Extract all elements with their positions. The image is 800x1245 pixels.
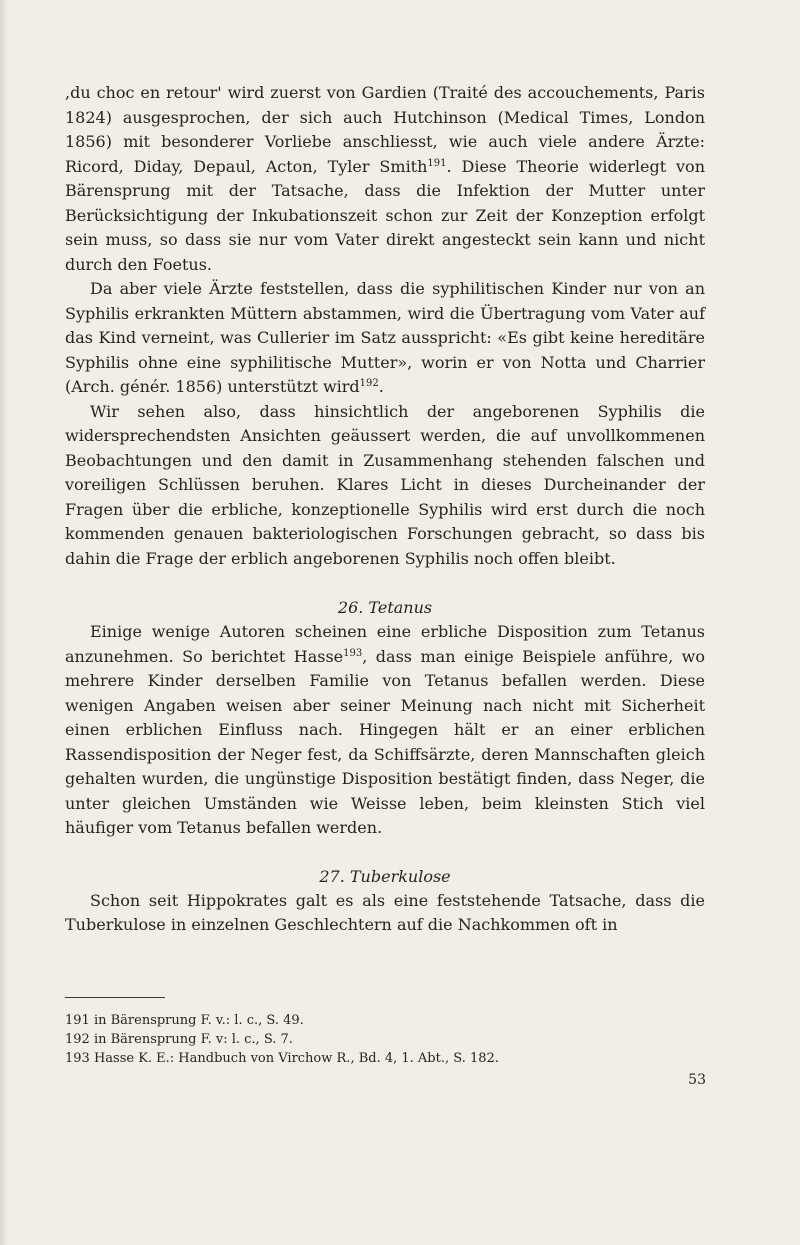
footnote-ref-191: 191 — [427, 157, 447, 169]
paragraph-1-text: ,du choc en retour' wird zuerst von Gardien (Traité des accouchements, Paris 1824) ausgesprochen, der sich auch Hutchinson (Medical Times, London 1856) mit besonderer Vorliebe anschliesst, wie auch viele andere Ärzte: Ricord, Diday, Depaul, Acton, Tyler Smith — [65, 83, 705, 176]
footnote-divider — [65, 997, 165, 998]
footnote-ref-193: 193 — [343, 647, 363, 659]
paragraph-4 — [65, 620, 705, 841]
paragraph-1 — [65, 81, 705, 277]
paragraph-2-tail: . — [378, 377, 384, 396]
paragraph-3: Wir sehen also, dass hinsichtlich der angeborenen Syphilis die widersprechendsten Ansichten geäussert werden, die auf unvollkommenen Beobachtungen und den damit in Zusammenhang stehenden falschen und voreiligen Schlüssen beruhen. Klares Licht in dieses Durcheinander der Fragen über die erbliche, konzeptionelle Syphilis wird erst durch die noch kommenden genauen bakteriologischen Forschungen gebracht, so dass bis dahin die Frage der erblich angeborenen Syphilis noch offen bleibt. — [65, 401, 705, 568]
section-heading-tuberkulose: 27. Tuberkulose — [319, 866, 451, 886]
page-number: 53 — [688, 1072, 706, 1088]
paragraph-2 — [65, 277, 705, 400]
footnotes — [65, 1011, 705, 1068]
section-heading-tetanus: 26. Tetanus — [337, 598, 433, 617]
footnote-193: 193 Hasse K. E.: Handbuch von Virchow R., Bd. 4, 1. Abt., S. 182. — [65, 1051, 499, 1066]
paragraph-4-text: Einige wenige Autoren scheinen eine erbliche Disposition zum Tetanus anzunehmen. So berichtet Hasse — [65, 622, 705, 666]
paragraph-2-text: Da aber viele Ärzte feststellen, dass die syphilitischen Kinder nur von an Syphilis erkrankten Müttern abstammen, wird die Übertragung vom Vater auf das Kind verneint, was Cullerier im Satz ausspricht: «Es gibt keine hereditäre Syphilis ohne eine syphilitische Mutter», worin er von Notta und Charrier (Arch. génér. 1856) unterstützt wird — [65, 279, 705, 396]
main-text — [65, 81, 705, 938]
footnote-191: 191 in Bärensprung F. v.: l. c., S. 49. — [65, 1013, 304, 1028]
page-binding-edge — [0, 0, 8, 1245]
footnote-ref-192: 192 — [359, 378, 379, 389]
paragraph-4-tail: , dass man einige Beispiele anführe, wo mehrere Kinder derselben Familie von Tetanus befallen werden. Diese wenigen Angaben weisen aber seiner Meinung nach nicht mit Sicherheit einen erblichen Einfluss nach. Hingegen hält er an einer erblichen Rassendisposition der Neger fest, da Schiffsärzte, deren Mannschaften gleich gehalten wurden, die ungünstige Disposition bestätigt finden, dass Neger, die unter gleichen Umständen wie Weisse leben, beim kleinsten Stich viel häufiger vom Tetanus befallen werden. — [65, 646, 705, 837]
paragraph-1-tail: . Diese Theorie widerlegt von Bärensprung mit der Tatsache, dass die Infektion der Mutter unter Berücksichtigung der Inkubationszeit schon zur Zeit der Konzeption erfolgt sein muss, so dass sie nur vom Vater direkt angesteckt sein kann und nicht durch den Foetus. — [65, 156, 705, 274]
footnote-192: 192 in Bärensprung F. v: l. c., S. 7. — [65, 1032, 293, 1047]
paragraph-5: Schon seit Hippokrates galt es als eine feststehende Tatsache, dass die Tuberkulose in einzelnen Geschlechtern auf die Nachkommen oft in — [65, 890, 705, 934]
